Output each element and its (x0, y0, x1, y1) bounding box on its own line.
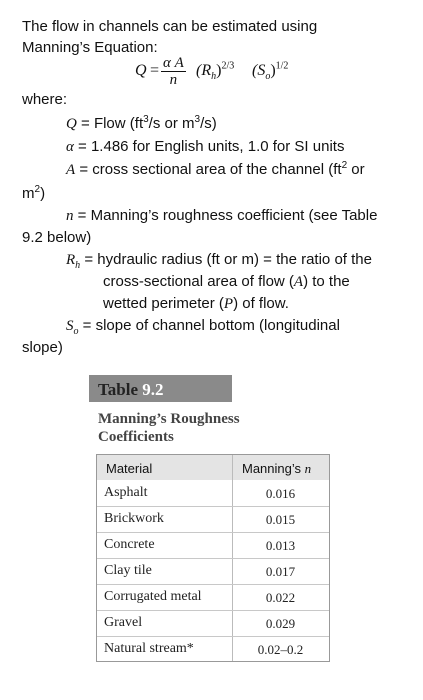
row-divider (97, 506, 329, 507)
definition-n-cont: 9.2 below) (22, 229, 92, 246)
table-label: Table 9.2 (98, 380, 164, 399)
equation-numerator: α A (163, 55, 184, 71)
row-n-value: 0.02–0.2 (257, 642, 304, 657)
equation-lhs: Q (135, 62, 147, 79)
row-n-value: 0.015 (265, 512, 296, 527)
row-n-value: 0.029 (265, 616, 296, 631)
row-n-value: 0.013 (265, 538, 296, 553)
definition-rh-line-3: wetted perimeter (P) of flow. (103, 295, 289, 312)
table-title-line-2: Coefficients (98, 429, 174, 445)
row-material: Gravel (104, 615, 143, 630)
row-material: Brickwork (104, 511, 164, 526)
row-material: Asphalt (104, 485, 148, 500)
definition-area: A = cross sectional area of the channel ($ft^2$ or (66, 160, 365, 178)
row-n-value: 0.022 (265, 590, 296, 605)
intro-line-1: The flow in channels can be estimated using (22, 18, 318, 35)
row-divider (97, 610, 329, 611)
definition-alpha: α = 1.486 for English units, 1.0 for SI units (66, 138, 345, 155)
definition-area-cont: $m^2$) (22, 184, 46, 202)
row-divider (97, 558, 329, 559)
row-material: Clay tile (104, 563, 152, 578)
column-header-material: Material (106, 461, 153, 476)
row-divider (97, 532, 329, 533)
definition-n: n = Manning’s roughness coefficient (see Table (66, 207, 378, 224)
where-label: where: (22, 91, 68, 108)
equation-rh-term: $(R_h)^{2/3}$ (196, 60, 235, 83)
equation-denominator: n (169, 72, 178, 88)
row-n-value: 0.016 (265, 486, 296, 501)
column-header-mannings-n: Manning’s n (242, 461, 312, 476)
definition-so: $S_o$ = slope of channel bottom (longitudinal (66, 317, 340, 337)
definition-rh-line-2: cross-sectional area of flow (A) to the (103, 273, 350, 290)
equation-equals: = (149, 62, 160, 79)
definition-q: Q = Flow ($ft^3/s$ or $m^3/s$) (66, 114, 217, 132)
row-material: Natural stream* (104, 641, 194, 656)
intro-line-2: Manning’s Equation: (22, 39, 158, 56)
row-divider (97, 584, 329, 585)
row-material: Concrete (104, 537, 155, 552)
row-n-value: 0.017 (265, 564, 296, 579)
row-material: Corrugated metal (104, 589, 202, 604)
row-divider (97, 636, 329, 637)
equation-s-term: $(S_o)^{1/2}$ (252, 60, 289, 83)
definition-rh: $R_h$ = hydraulic radius (ft or m) = the ratio of the (66, 251, 372, 271)
equation-fraction (161, 56, 186, 88)
definition-so-cont: slope) (22, 339, 63, 356)
table-title-line-1: Manning’s Roughness (98, 411, 240, 427)
